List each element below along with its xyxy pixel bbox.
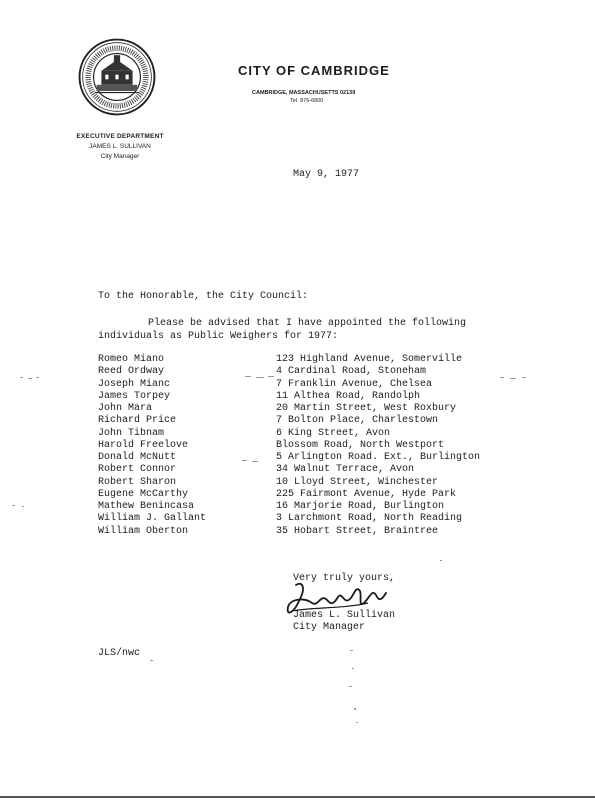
appointee-name: James Torpey [98,390,171,402]
appointee-name: William J. Gallant [98,513,207,525]
letterhead-title: CITY OF CAMBRIDGE [238,63,390,78]
appointee-address: 10 Lloyd Street, Winchester [276,476,439,488]
signer-name: James L. Sullivan [293,610,396,621]
appointee-name: Harold Freelove [98,439,189,451]
typist-initials: JLS/nwc [98,648,141,659]
body-line-1: Please be advised that I have appointed the following [148,318,467,329]
appointee-name: Robert Connor [98,464,177,476]
letterhead-address: CAMBRIDGE, MASSACHUSETTS 02139 [252,90,356,96]
department-title: City Manager [100,153,140,160]
appointee-name: Richard Price [98,415,177,427]
appointee-name: William Oberton [98,525,189,537]
appointee-name: Joseph Mianc [98,378,171,390]
appointee-name: Eugene McCarthy [98,488,189,500]
appointee-address: 11 Althea Road, Randolph [276,390,421,402]
page-bottom-edge [0,796,595,798]
salutation: To the Honorable, the City Council: [98,291,309,302]
appointee-name: Donald McNutt [98,452,177,463]
department-official: JAMES L. SULLIVAN [89,143,151,150]
letter-date: May 9, 1977 [293,169,360,180]
appointee-name: Reed Ordway [98,366,165,378]
appointee-address: 20 Martin Street, West Roxbury [276,403,457,414]
appointee-name: John Tibnam [98,427,165,439]
appointee-address: 16 Marjorie Road, Burlington [276,501,445,512]
department-name: EXECUTIVE DEPARTMENT [76,133,164,140]
appointee-address: 4 Cardinal Road, Stoneham [276,366,427,378]
appointee-address: 5 Arlington Road. Ext., Burlington [276,452,481,463]
appointee-address: 225 Fairmont Avenue, Hyde Park [276,488,457,500]
appointee-address: 6 King Street, Avon [276,427,391,439]
appointee-name: John Mara [98,403,153,414]
appointee-name: Mathew Benincasa [98,501,195,512]
appointee-address: 34 Walnut Terrace, Avon [276,464,415,476]
appointee-address: Blossom Road, North Westport [276,439,445,451]
signer-title: City Manager [293,622,366,633]
appointee-name: Robert Sharon [98,476,177,488]
letterhead-telephone: Tel. 876-6800 [290,98,324,104]
appointee-address: 7 Bolton Place, Charlestown [276,415,439,427]
closing: Very truly yours, [293,573,396,584]
body-line-2: individuals as Public Weighers for 1977: [98,331,339,342]
appointee-address: 3 Larchmont Road, North Reading [276,513,463,525]
appointee-name: Romeo Miano [98,354,165,365]
appointee-address: 35 Hobart Street, Braintree [276,525,439,537]
appointee-address: 7 Franklin Avenue, Chelsea [276,378,433,390]
appointee-address: 123 Highland Avenue, Somerville [276,354,463,365]
